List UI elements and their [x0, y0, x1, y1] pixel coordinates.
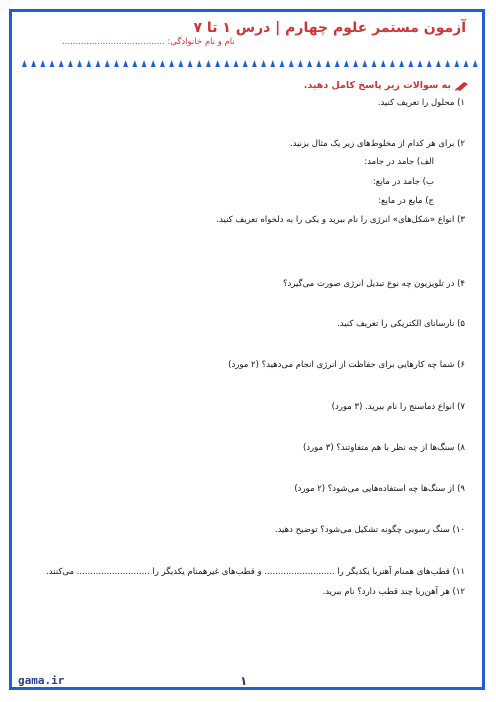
- question-7: ۷) انواع دماسنج را نام ببرید. (۳ مورد): [331, 402, 465, 412]
- arrow-mark: [178, 60, 183, 67]
- question-2c: ج) مایع در مایع:: [378, 196, 434, 206]
- arrow-mark: [31, 60, 36, 67]
- arrow-mark: [298, 60, 303, 67]
- arrow-mark: [96, 60, 101, 67]
- arrow-mark: [399, 60, 404, 67]
- arrow-mark: [464, 60, 469, 67]
- arrow-mark: [390, 60, 395, 67]
- arrow-mark: [252, 60, 257, 67]
- arrow-mark: [123, 60, 128, 67]
- question-4: ۴) در تلویزیون چه نوع تبدیل انرژی صورت می‌گیرد؟: [283, 279, 465, 289]
- question-8: ۸) سنگ‌ها از چه نظر با هم متفاوتند؟ (۳ مورد): [302, 443, 465, 453]
- arrow-mark: [132, 60, 137, 67]
- arrow-mark: [473, 60, 478, 67]
- arrow-mark: [408, 60, 413, 67]
- question-9: ۹) از سنگ‌ها چه استفاده‌هایی می‌شود؟ (۲ مورد): [294, 484, 465, 494]
- arrow-mark: [105, 60, 110, 67]
- arrow-mark: [151, 60, 156, 67]
- arrow-mark: [40, 60, 45, 67]
- arrow-mark: [188, 60, 193, 67]
- student-name-field[interactable]: نام و نام خانوادگی: ......................................: [62, 37, 235, 47]
- arrow-mark: [197, 60, 202, 67]
- page-title: آزمون مستمر علوم چهارم | درس ۱ تا ۷: [193, 20, 466, 36]
- arrow-mark: [280, 60, 285, 67]
- arrow-mark: [316, 60, 321, 67]
- arrow-mark: [224, 60, 229, 67]
- pen-icon: [455, 81, 469, 91]
- section-title-text: به سوالات زیر پاسخ کامل دهید.: [303, 80, 451, 91]
- arrow-mark: [270, 60, 275, 67]
- section-title: [304, 80, 469, 91]
- arrow-mark: [427, 60, 432, 67]
- arrow-mark: [372, 60, 377, 67]
- question-2: ۲) برای هر کدام از مخلوط‌های زیر یک مثال بزنید.: [289, 139, 465, 149]
- arrow-mark: [234, 60, 239, 67]
- arrow-mark: [381, 60, 386, 67]
- arrow-mark: [243, 60, 248, 67]
- arrow-mark: [86, 60, 91, 67]
- arrow-mark: [454, 60, 459, 67]
- arrow-mark: [142, 60, 147, 67]
- arrow-mark: [206, 60, 211, 67]
- arrow-mark: [169, 60, 174, 67]
- arrow-mark: [436, 60, 441, 67]
- arrow-mark: [22, 60, 27, 67]
- arrow-mark: [50, 60, 55, 67]
- question-10: ۱۰) سنگ رسوبی چگونه تشکیل می‌شود؟ توضیح دهید.: [274, 525, 465, 535]
- question-5: ۵) نارسانای الکتریکی را تعریف کنید.: [337, 319, 465, 329]
- question-6: ۶) شما چه کارهایی برای حفاظت از انرژی انجام می‌دهید؟ (۲ مورد): [228, 360, 465, 370]
- page-number: ۱: [240, 674, 248, 688]
- question-2b: ب) جامد در مایع:: [372, 177, 434, 187]
- arrow-mark: [362, 60, 367, 67]
- arrow-mark: [261, 60, 266, 67]
- question-1: ۱) محلول را تعریف کنید.: [377, 98, 465, 108]
- arrow-mark: [160, 60, 165, 67]
- arrow-mark: [68, 60, 73, 67]
- arrow-mark: [344, 60, 349, 67]
- question-11: ۱۱) قطب‌های همنام آهنربا یکدیگر را .......................... و قطب‌های غیرهمنام یکدیگر را ........................... می‌کنند.: [46, 567, 465, 577]
- arrow-mark: [215, 60, 220, 67]
- arrow-mark: [59, 60, 64, 67]
- arrow-mark: [353, 60, 358, 67]
- arrow-mark: [445, 60, 450, 67]
- question-12: ۱۲) هر آهن‌ربا چند قطب دارد؟ نام ببرید.: [322, 587, 465, 597]
- arrow-mark: [289, 60, 294, 67]
- source-label: gama.ir: [18, 674, 65, 687]
- question-2a: الف) جامد در جامد:: [364, 157, 434, 167]
- arrow-mark: [307, 60, 312, 67]
- arrow-mark: [326, 60, 331, 67]
- arrow-divider: [20, 58, 478, 68]
- arrow-mark: [114, 60, 119, 67]
- arrow-mark: [335, 60, 340, 67]
- arrow-mark: [418, 60, 423, 67]
- arrow-mark: [77, 60, 82, 67]
- question-3: ۳) انواع «شکل‌های» انرژی را نام ببرید و یکی را به دلخواه تعریف کنید.: [216, 215, 465, 225]
